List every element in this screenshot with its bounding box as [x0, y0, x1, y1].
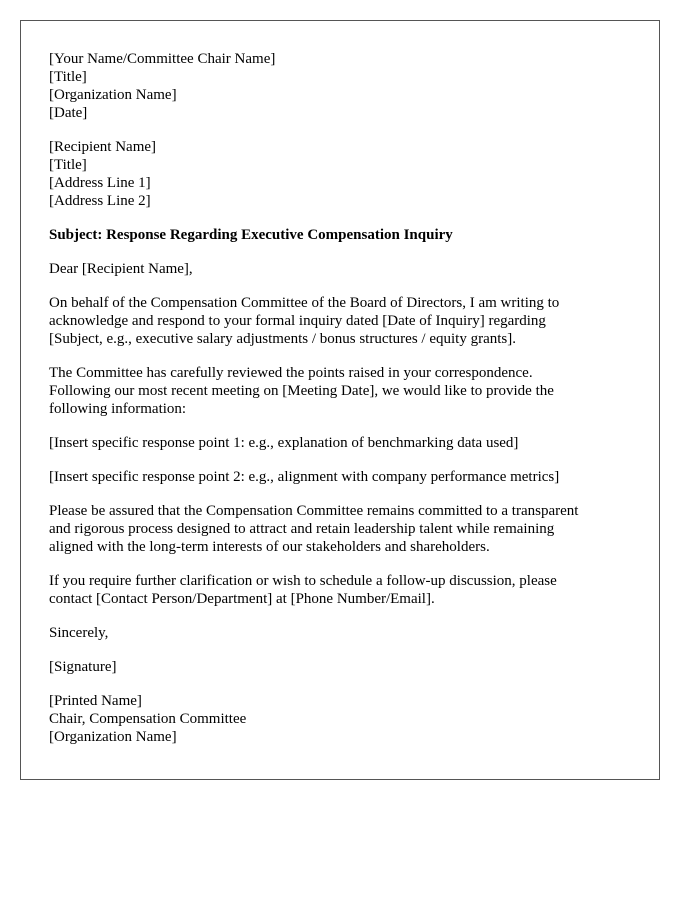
paragraph-line: On behalf of the Compensation Committee of the Board of Directors, I am writing to — [49, 295, 560, 311]
sender-title: [Title] — [49, 69, 87, 85]
salutation: Dear [Recipient Name], — [49, 261, 193, 277]
signer-organization: [Organization Name] — [49, 729, 177, 745]
signer-position: Chair, Compensation Committee — [49, 711, 247, 727]
paragraph-line: aligned with the long-term interests of our stakeholders and shareholders. — [49, 539, 490, 555]
paragraph-contact — [49, 572, 631, 608]
closing: Sincerely, — [49, 625, 109, 641]
paragraph-line: Please be assured that the Compensation Committee remains committed to a transparent — [49, 503, 579, 519]
signoff-block — [49, 692, 631, 746]
subject-line: Subject: Response Regarding Executive Compensation Inquiry — [49, 227, 453, 243]
recipient-title: [Title] — [49, 157, 87, 173]
recipient-block — [49, 138, 631, 210]
paragraph-line: [Insert specific response point 2: e.g., alignment with company performance metrics] — [49, 469, 560, 485]
signature: [Signature] — [49, 659, 117, 675]
letter-page — [20, 20, 660, 780]
sender-organization: [Organization Name] — [49, 87, 177, 103]
recipient-name: [Recipient Name] — [49, 139, 157, 155]
letter-date: [Date] — [49, 105, 88, 121]
paragraph-assurance — [49, 502, 631, 556]
recipient-address-line-1: [Address Line 1] — [49, 175, 151, 191]
paragraph-line: following information: — [49, 401, 187, 417]
paragraph-line: [Insert specific response point 1: e.g., explanation of benchmarking data used] — [49, 435, 519, 451]
paragraph-line: If you require further clarification or wish to schedule a follow-up discussion, please — [49, 573, 557, 589]
paragraph-line: contact [Contact Person/Department] at [Phone Number/Email]. — [49, 591, 435, 607]
paragraph-line: Following our most recent meeting on [Meeting Date], we would like to provide the — [49, 383, 554, 399]
sender-name: [Your Name/Committee Chair Name] — [49, 51, 276, 67]
response-point-2 — [49, 468, 631, 486]
paragraph-intro — [49, 294, 631, 348]
sender-block — [49, 50, 631, 122]
paragraph-line: [Subject, e.g., executive salary adjustments / bonus structures / equity grants]. — [49, 331, 516, 347]
printed-name: [Printed Name] — [49, 693, 142, 709]
paragraph-review — [49, 364, 631, 418]
paragraph-line: and rigorous process designed to attract and retain leadership talent while remaining — [49, 521, 555, 537]
paragraph-line: The Committee has carefully reviewed the points raised in your correspondence. — [49, 365, 533, 381]
paragraph-line: acknowledge and respond to your formal inquiry dated [Date of Inquiry] regarding — [49, 313, 546, 329]
response-point-1 — [49, 434, 631, 452]
recipient-address-line-2: [Address Line 2] — [49, 193, 151, 209]
